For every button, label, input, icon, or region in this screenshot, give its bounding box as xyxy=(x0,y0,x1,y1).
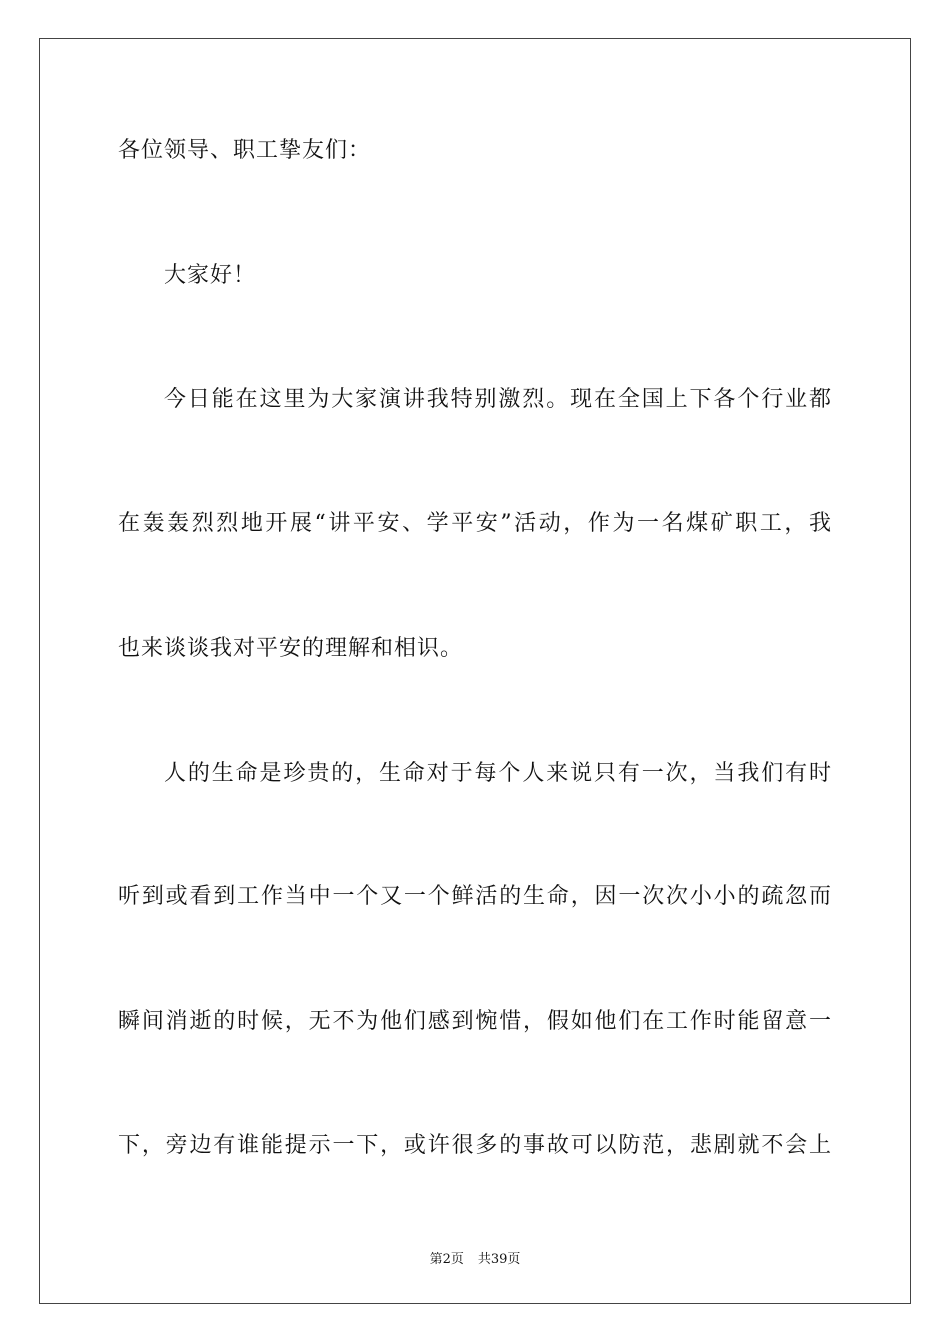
paragraph-line: 下，旁边有谁能提示一下，或许很多的事故可以防范，悲剧就不会上 xyxy=(118,1133,832,1158)
salutation-line: 各位领导、职工挚友们： xyxy=(118,138,372,163)
paragraph-line: 今日能在这里为大家演讲我特别激烈。现在全国上下各个行业都 xyxy=(164,387,832,412)
page-border xyxy=(39,38,911,1304)
page-total: 共39页 xyxy=(477,1252,521,1267)
paragraph-line: 瞬间消逝的时候，无不为他们感到惋惜，假如他们在工作时能留意一 xyxy=(118,1009,832,1034)
page-number: 第2页 xyxy=(429,1252,464,1267)
page-footer xyxy=(0,1248,950,1267)
paragraph-line: 人的生命是珍贵的，生命对于每个人来说只有一次，当我们有时 xyxy=(164,761,832,786)
paragraph-line: 也来谈谈我对平安的理解和相识。 xyxy=(118,636,464,661)
paragraph-line: 在轰轰烈烈地开展“讲平安、学平安”活动，作为一名煤矿职工，我 xyxy=(118,511,832,536)
paragraph-line: 听到或看到工作当中一个又一个鲜活的生命，因一次次小小的疏忽而 xyxy=(118,884,832,909)
greeting-line: 大家好！ xyxy=(164,263,257,288)
